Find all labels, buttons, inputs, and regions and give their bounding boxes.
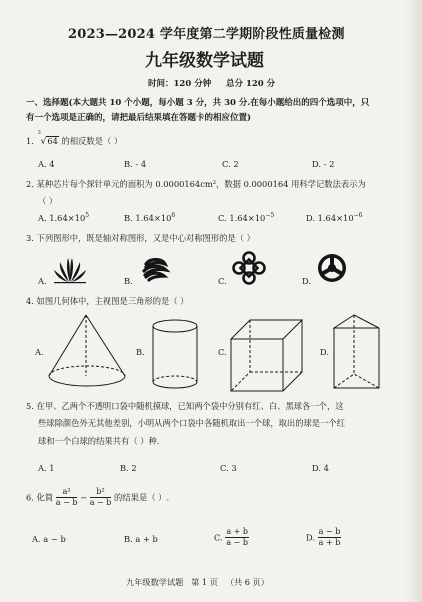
q2-option-b: B. $1.64\times 10^6$	[124, 212, 176, 223]
question-2-line2: （ ）	[38, 196, 58, 206]
fraction-a2: $\frac{\text{a²}}{a - b}$	[55, 487, 78, 508]
exam-header: 2023—2024 学年度第二学期阶段性质量检测	[68, 27, 345, 42]
q5-option-a: A. 1	[38, 463, 55, 473]
question-1-number: 1.	[26, 136, 34, 146]
exam-time-score: 时间：120 分钟 总分 120 分	[148, 79, 276, 89]
q1-option-c: C. 2	[222, 159, 239, 169]
q3-label-d: D.	[302, 276, 311, 286]
q6-option-a: A. a − b	[32, 534, 66, 544]
q1-option-d: D. - 2	[312, 159, 335, 169]
radicand: 64	[47, 136, 58, 146]
question-5-line2: 些球除颜色外无其他差别，小明从两个口袋中各随机取出一个球，取出的球是一个红	[38, 418, 345, 428]
cone-figure	[46, 312, 128, 394]
cube-figure	[228, 317, 304, 393]
cylinder-figure	[150, 318, 200, 392]
q5-option-c: C. 3	[220, 463, 237, 473]
q4-label-d: D.	[320, 347, 329, 357]
question-1: 1. 3 √64 的相反数是（ ）	[26, 130, 123, 147]
huawei-petal-icon	[52, 252, 88, 284]
q4-label-a: A.	[35, 347, 44, 357]
china-mobile-logo-icon	[140, 254, 170, 284]
section-heading-line1: 一、选择题(本大题共 10 个小题，每小题 3 分，共 30 分.在每小题给出的四个选项中，只	[26, 98, 370, 108]
chinese-knot-icon	[232, 251, 266, 285]
question-1-rest: 的相反数是（ ）	[61, 136, 123, 146]
question-5-line3: 球和一个白球的结果共有（ ）种.	[38, 436, 160, 446]
q3-label-a: A.	[38, 276, 47, 286]
q2-option-a: A. $1.64\times 10^5$	[38, 212, 90, 223]
root-index: 3	[37, 130, 41, 136]
question-3: 3. 下列图形中，既是轴对称图形，又是中心对称图形的是（ ）	[26, 233, 255, 243]
q2-option-d: D. $1.64\times 10^{-6}$	[306, 212, 363, 223]
q3-label-c: C.	[218, 276, 227, 286]
triangular-prism-figure	[330, 312, 382, 394]
page-edge-shadow	[404, 0, 422, 602]
question-6: 6. 化简 $\frac{\text{a²}}{a - b}$ − $\frac{\text{b²}}{a - b}$ 的结果是（ ）.	[26, 487, 170, 508]
q1-option-a: A. 4	[38, 159, 55, 169]
q4-label-b: B.	[136, 347, 145, 357]
question-5-line1: 5. 在甲、乙两个不透明口袋中随机摸球，已知两个袋中分别有红、白、黑球各一个，这	[26, 401, 344, 411]
q5-option-d: D. 4	[312, 463, 329, 473]
q6-option-d: D. $\frac{a - b}{a + b}$	[306, 527, 341, 548]
q1-option-b: B. - 4	[124, 159, 147, 169]
section-heading-line2: 有一个选项是正确的，请把最后结果填在答题卡的相应位置)	[26, 113, 252, 123]
q6-option-b: B. a + b	[124, 534, 158, 544]
q3-label-b: B.	[124, 276, 133, 286]
q4-label-c: C.	[218, 347, 227, 357]
page-footer: 九年级数学试题 第 1 页 （共 6 页）	[126, 577, 269, 587]
exam-title: 九年级数学试题	[145, 51, 264, 71]
q6-option-c: C. $\frac{a + b}{a - b}$	[214, 527, 249, 548]
three-spoke-wheel-icon	[316, 252, 348, 284]
q2-option-c: C. $1.64\times 10^{-5}$	[218, 212, 275, 223]
q5-option-b: B. 2	[120, 463, 137, 473]
question-4: 4. 如图几何体中，主视图是三角形的是（ ）	[26, 296, 189, 306]
fraction-b2: $\frac{\text{b²}}{a - b}$	[89, 487, 112, 508]
question-2-line1: 2. 某种芯片每个探针单元的面积为 0.0000164cm²，数据 0.0000164 用科学记数法表示为	[26, 179, 366, 189]
